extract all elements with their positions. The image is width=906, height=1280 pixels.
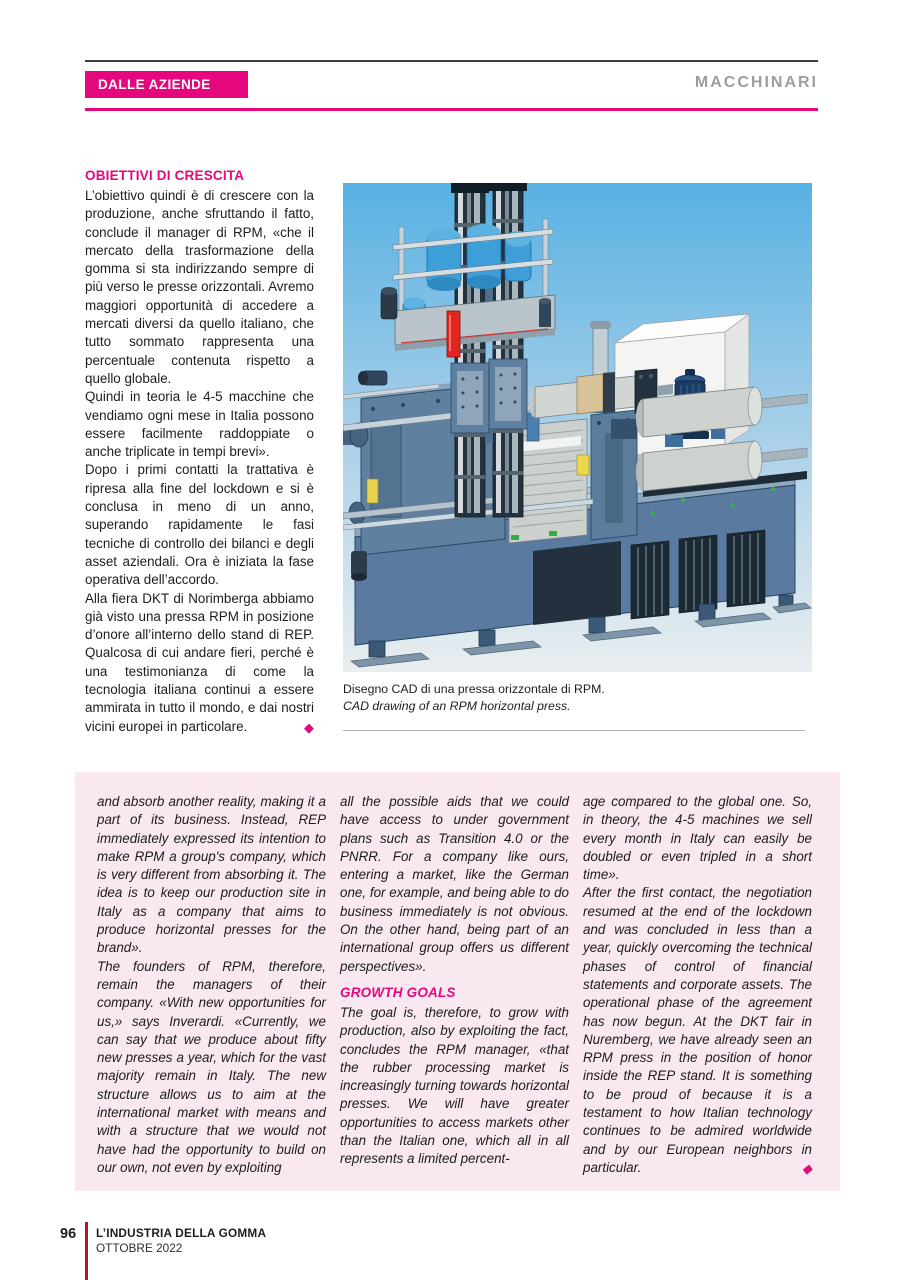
paragraph: The goal is, therefore, to grow with production, also by exploiting the fact, concludes the RPM manager, «that the rubber processing market is increasingly turning towards horizontal presses. We will have greater opportunities to access markets other than the Italian one, which all in all represents a limited percent- bbox=[340, 1004, 569, 1167]
paragraph: After the first contact, the negotiation resumed at the end of the lockdown and was concluded in less than a year, quickly overcoming the technical phases of control of financial statements and corporate assets. The operational phase of the agreement has now begun. At the DKT fair in Nuremberg, we have already seen an RPM press in the position of honor inside the REP stand. It is something to be proud of because it is a testament to how Italian technology continues to be admired worldwide and by our European neighbors in particular. bbox=[583, 885, 812, 1175]
red-actuator bbox=[447, 311, 460, 357]
english-column-3 bbox=[583, 793, 812, 1177]
italian-article-column bbox=[85, 168, 314, 736]
footer-publication bbox=[96, 1226, 266, 1256]
english-column-2-rest bbox=[340, 1004, 569, 1169]
category-label: MACCHINARI bbox=[694, 74, 818, 91]
english-column-2 bbox=[340, 793, 569, 1177]
end-diamond-icon-en: ◆ bbox=[802, 1161, 812, 1177]
end-diamond-icon: ◆ bbox=[304, 719, 314, 735]
paragraph: The founders of RPM, therefore, remain the managers of their company. «With new opportunities for us,» says Inverardi. «Currently, we can say that we produce about fifty new presses a year, which for the vast majority remain in Italy. The new structure allows us to aim at the international market with means and with a structure that we would not have had the opportunity to build on our own, not even by exploiting bbox=[97, 958, 326, 1175]
paragraph: all the possible aids that we could have access to under government plans such as Transition 4.0 or the PNRR. For a company like ours, entering a market, like the German one, for example, and being able to do business immediately is not obvious. On the other hand, being part of an international group offers us different perspectives». bbox=[340, 794, 569, 974]
figure-caption bbox=[343, 681, 812, 715]
top-rule bbox=[85, 60, 818, 62]
article-heading-en: GROWTH GOALS bbox=[340, 984, 456, 1000]
english-column-3-text bbox=[583, 793, 812, 1177]
paragraph: Alla fiera DKT di Norimberga abbiamo già visto una pressa RPM in posizione d’onore all’interno dello stand di REP. Qualcosa di cui andare fieri, perché è una testimonianza di come la tecnologia italiana continui a essere ammirata in tutto il mondo, e dai nostri vicini europei in particolare. bbox=[85, 590, 314, 734]
caption-english: CAD drawing of an RPM horizontal press. bbox=[343, 699, 571, 713]
caption-rule bbox=[343, 730, 805, 731]
section-label bbox=[85, 71, 248, 98]
paragraph: Dopo i primi contatti la trattativa è ripresa alla fine del lockdown e si è conclusa in meno di un anno, superando rapidamente le fasi tecniche di controllo dei bilanci e degli asset aziendali. Ora è iniziata la fase operativa dell’accordo. bbox=[85, 462, 314, 588]
paragraph: Quindi in teoria le 4-5 macchine che vendiamo ogni mese in Italia possono essere facilmente raddoppiate o anche triplicate in tempi brevi». bbox=[85, 389, 314, 460]
paragraph: L’obiettivo quindi è di crescere con la produzione, anche sfruttando il fatto, conclude il manager di RPM, «che il mercato della trasformazione della gomma si sta indirizzando sempre di più verso le presse orizzontali. Avremo maggiori opportunità di accedere a mercati diversi da quello italiano, che tutto sommato rappresenta una percentuale contenuta rispetto a quello globale. bbox=[85, 188, 314, 386]
english-column-2-lead bbox=[340, 793, 569, 976]
paragraph: age compared to the global one. So, in theory, the 4-5 machines we sell every month in Italy can easily be doubled or even tripled in a short time». bbox=[583, 794, 812, 883]
caption-italian: Disegno CAD di una pressa orizzontale di RPM. bbox=[343, 682, 605, 696]
page-number: 96 bbox=[60, 1226, 77, 1242]
cad-press-drawing bbox=[343, 183, 812, 672]
magazine-issue: OTTOBRE 2022 bbox=[96, 1241, 183, 1255]
magazine-title: L’INDUSTRIA DELLA GOMMA bbox=[96, 1226, 267, 1240]
english-translation-panel bbox=[75, 772, 840, 1191]
cad-press-figure bbox=[343, 183, 812, 672]
article-body-it bbox=[85, 187, 314, 736]
english-column-1 bbox=[97, 793, 326, 1177]
magenta-rule bbox=[85, 108, 818, 111]
article-heading-it: OBIETTIVI DI CRESCITA bbox=[85, 168, 245, 183]
paragraph: and absorb another reality, making it a part of its business. Instead, REP immediately expressed its intention to make RPM a group's company, which is very different from absorbing it. The idea is to keep our production site in Italy as a company that aims to produce horizontal presses for the brand». bbox=[97, 794, 326, 956]
footer-red-bar bbox=[85, 1222, 88, 1280]
section-label-text: DALLE AZIENDE bbox=[98, 77, 211, 92]
